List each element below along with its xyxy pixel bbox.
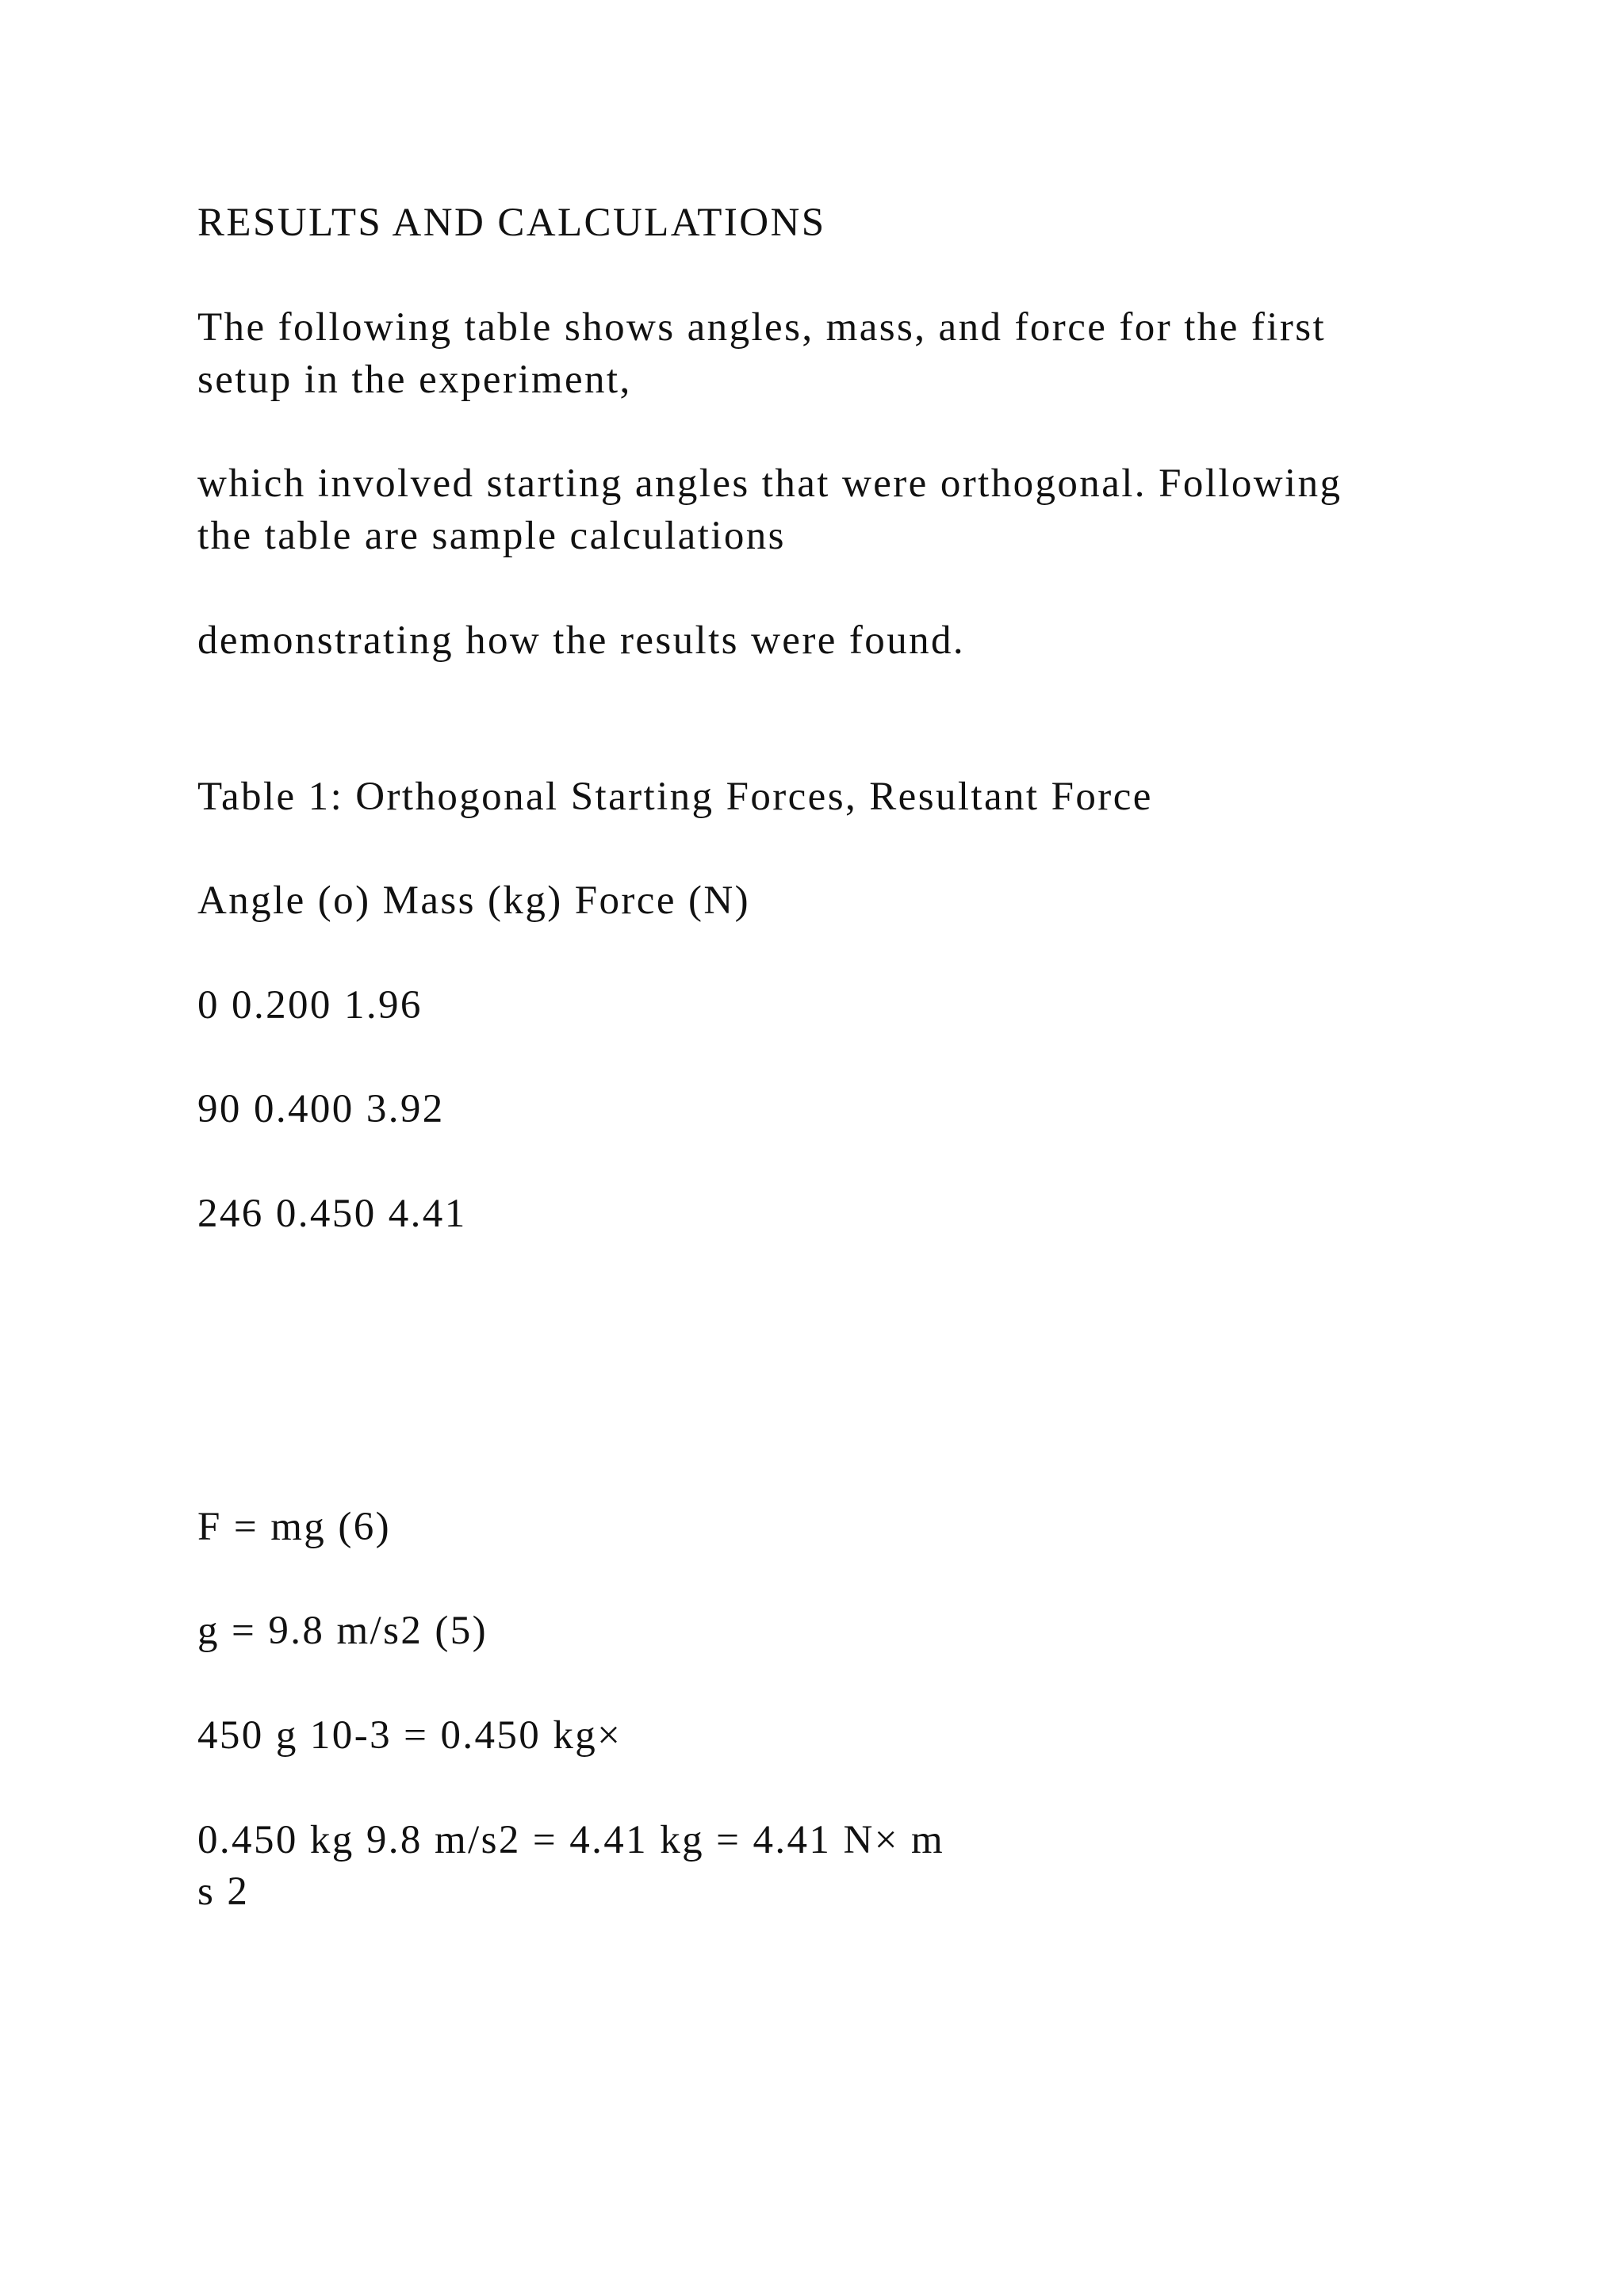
equation-force-result-line-1: 0.450 kg 9.8 m/s2 = 4.41 kg = 4.41 N× m (197, 1818, 945, 1862)
equation-force-result-line-2: s 2 (197, 1869, 250, 1914)
equation-gravity: g = 9.8 m/s2 (5) (197, 1609, 488, 1653)
table-row: 0 0.200 1.96 (197, 983, 423, 1027)
table-caption: Table 1: Orthogonal Starting Forces, Resultant Force (197, 775, 1153, 819)
table-row: 246 0.450 4.41 (197, 1192, 467, 1236)
equation-mass-conversion: 450 g 10-3 = 0.450 kg× (197, 1713, 622, 1758)
table-row: 90 0.400 3.92 (197, 1087, 445, 1131)
intro-paragraph-line-1: The following table shows angles, mass, and force for the first (197, 305, 1327, 350)
intro-paragraph-line-2: setup in the experiment, (197, 358, 632, 402)
intro-paragraph-line-4: the table are sample calculations (197, 514, 786, 558)
equation-force: F = mg (6) (197, 1505, 392, 1549)
table-header: Angle (o) Mass (kg) Force (N) (197, 878, 751, 923)
intro-paragraph-line-5: demonstrating how the results were found. (197, 618, 966, 663)
section-heading: RESULTS AND CALCULATIONS (197, 201, 826, 245)
intro-paragraph-line-3: which involved starting angles that were orthogonal. Following (197, 461, 1342, 506)
